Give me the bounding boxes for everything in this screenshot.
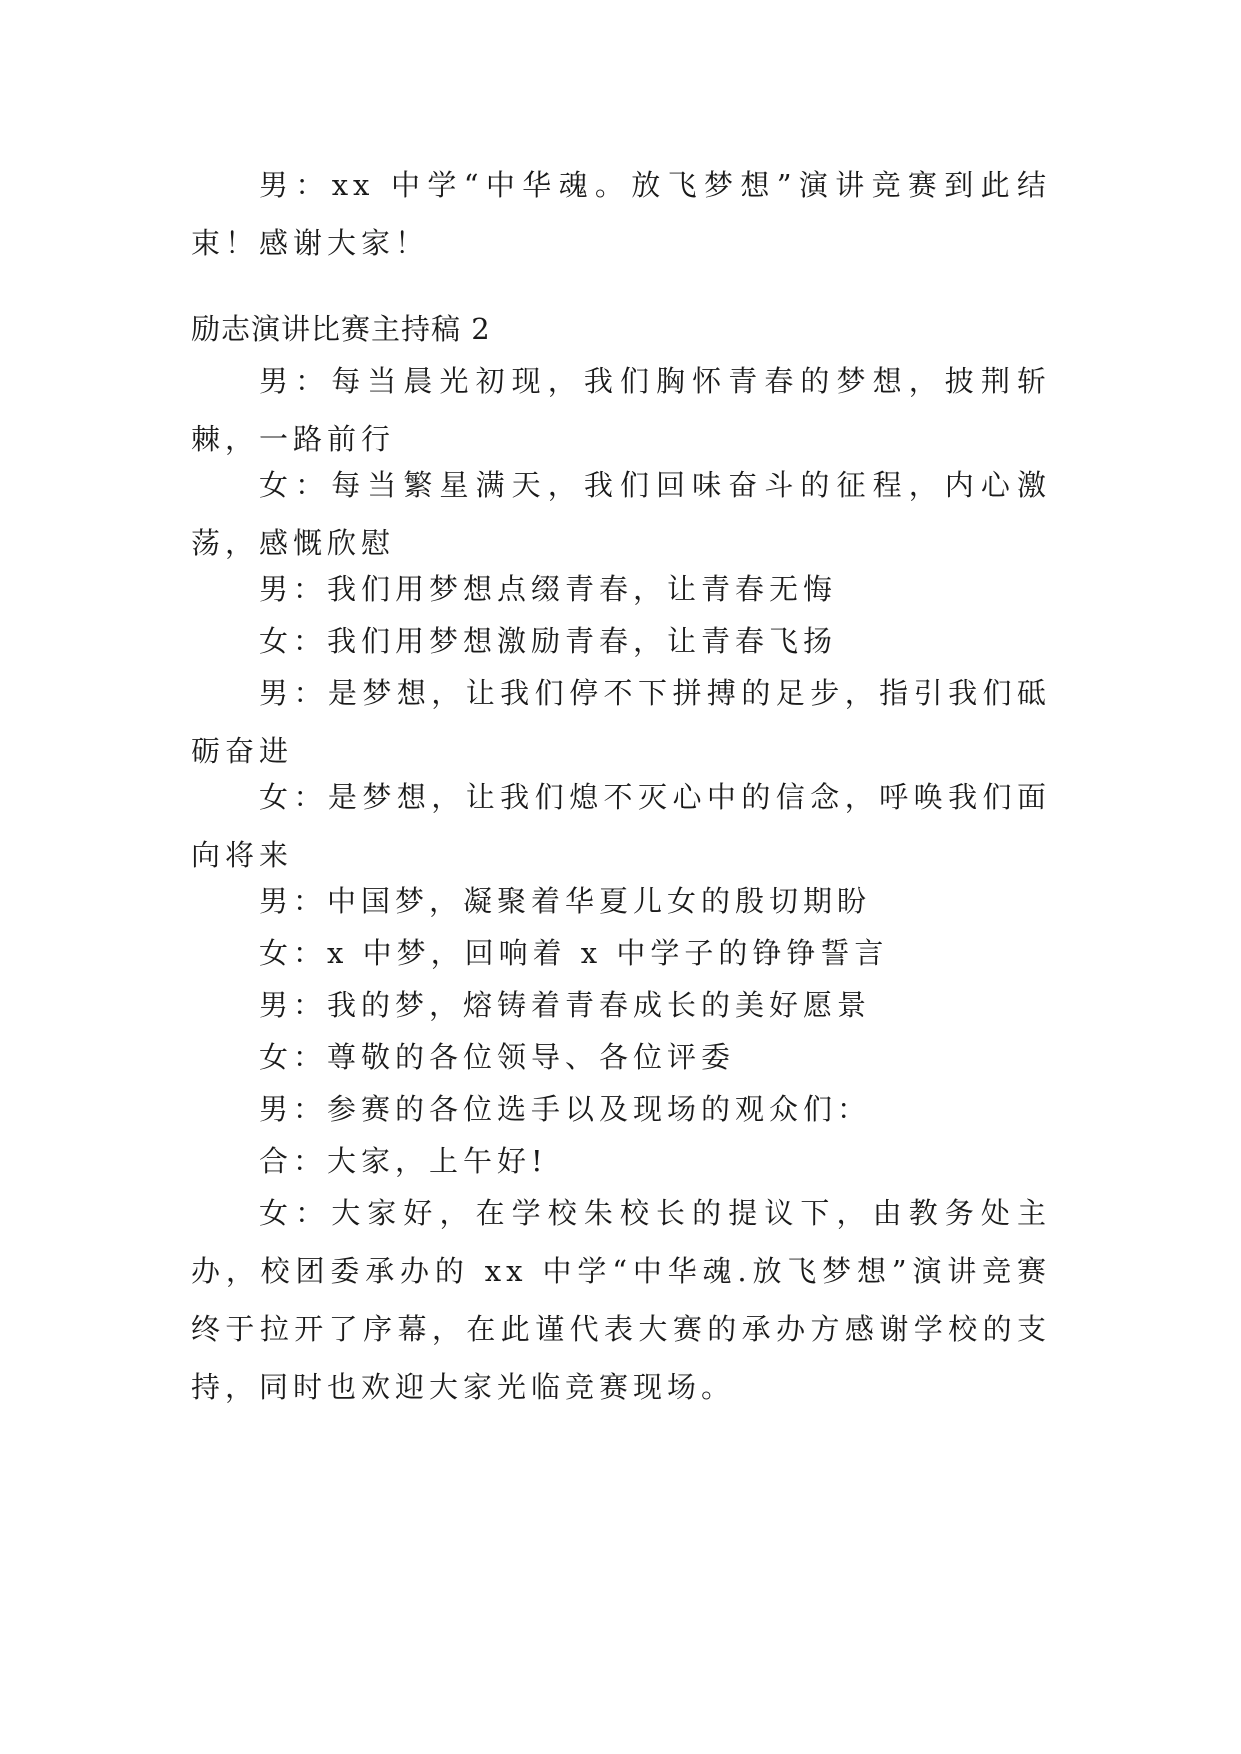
- paragraph-female-4: 女：x 中梦，回响着 x 中学子的铮铮誓言: [259, 936, 889, 970]
- section-title: 励志演讲比赛主持稿 2: [191, 312, 491, 346]
- paragraph-together: 合：大家，上午好!: [259, 1144, 548, 1178]
- paragraph-female-2: 女：我们用梦想激励青春，让青春飞扬: [259, 624, 838, 658]
- paragraph-male-3: 男：是梦想，让我们停不下拼搏的足步，指引我们砥砺奋进: [191, 676, 1051, 768]
- paragraph-closing-remark: 男：xx 中学“中华魂。放飞梦想”演讲竞赛到此结束！感谢大家！: [191, 168, 1051, 260]
- paragraph-male-1: 男：每当晨光初现，我们胸怀青春的梦想，披荆斩棘，一路前行: [191, 364, 1051, 456]
- paragraph-male-6: 男：参赛的各位选手以及现场的观众们：: [259, 1092, 872, 1126]
- paragraph-female-3: 女：是梦想，让我们熄不灭心中的信念，呼唤我们面向将来: [191, 780, 1051, 872]
- paragraph-male-4: 男：中国梦，凝聚着华夏儿女的殷切期盼: [259, 884, 872, 918]
- paragraph-male-2: 男：我们用梦想点缀青春，让青春无悔: [259, 572, 838, 606]
- paragraph-female-6: 女：大家好，在学校朱校长的提议下，由教务处主办，校团委承办的 xx 中学“中华魂.放飞梦想”演讲竞赛终于拉开了序幕，在此谨代表大赛的承办方感谢学校的支持，同时也欢迎大家光临竞赛现场。: [191, 1196, 1051, 1404]
- paragraph-female-1: 女：每当繁星满天，我们回味奋斗的征程，内心激荡，感慨欣慰: [191, 468, 1051, 560]
- paragraph-female-5: 女：尊敬的各位领导、各位评委: [259, 1040, 736, 1074]
- paragraph-male-5: 男：我的梦，熔铸着青春成长的美好愿景: [259, 988, 872, 1022]
